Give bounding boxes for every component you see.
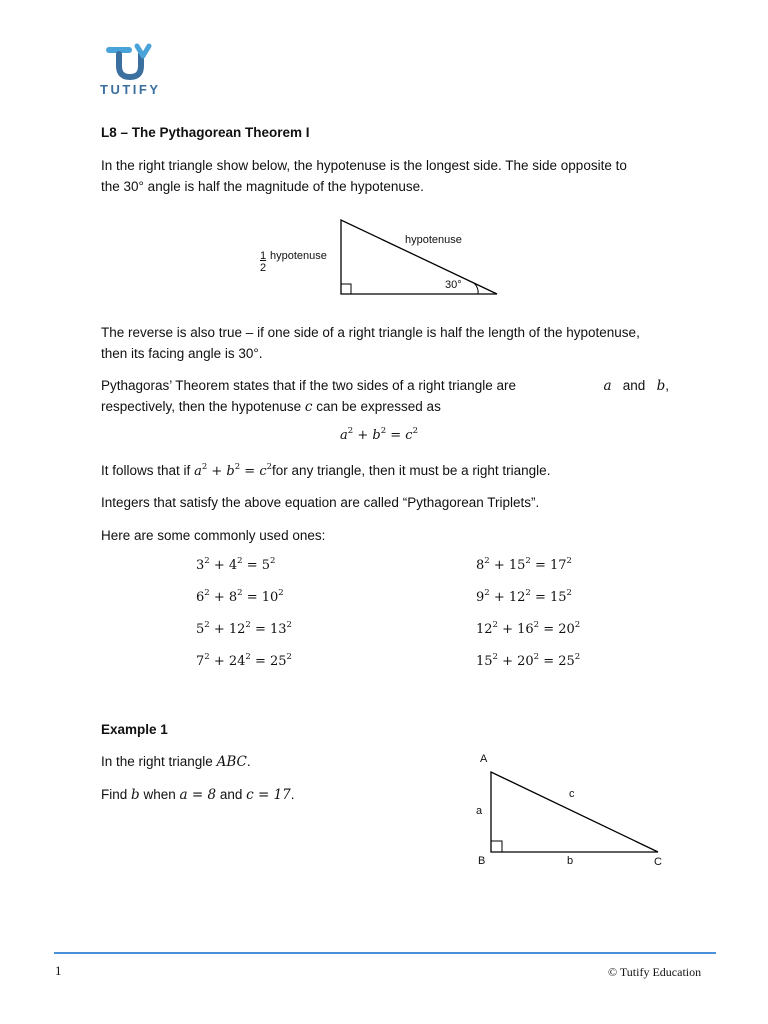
main-equation: $a^2 + b^2 = c^2$ <box>340 426 418 443</box>
example-line-2 <box>101 784 295 806</box>
pythagoras-text-3: can be expressed as <box>316 399 441 414</box>
pythagoras-vars <box>603 375 669 397</box>
follows-pre: It follows that if <box>101 463 191 478</box>
and-word: and <box>622 378 646 393</box>
example-period-2: . <box>290 787 295 802</box>
triplet-left-3: $5^2 + 12^2 = 13^2$ <box>196 620 292 637</box>
commonly-line: Here are some commonly used ones: <box>101 528 326 543</box>
side-b-label: b <box>567 855 574 867</box>
triangle-name: ABC <box>216 754 247 770</box>
intro-line-1: In the right triangle show below, the hypotenuse is the longest side. The side opposite to <box>101 158 627 173</box>
var-c: c <box>304 399 313 415</box>
triplet-left-2: $6^2 + 8^2 = 10^2$ <box>196 588 284 605</box>
vertex-A-label: A <box>480 753 488 765</box>
var-a: a <box>603 378 612 394</box>
pythagoras-text-2: respectively, then the hypotenuse <box>101 399 302 414</box>
tutify-logo-icon <box>96 40 176 82</box>
cond-a: a = 8 <box>179 787 217 803</box>
example-line-1 <box>101 751 251 773</box>
triplet-right-4: $15^2 + 20^2 = 25^2$ <box>476 652 581 669</box>
triangle-2-outline <box>491 772 658 852</box>
reverse-line-2: then its facing angle is 30°. <box>101 346 263 361</box>
side-c-label: c <box>569 788 575 800</box>
right-angle-marker-1 <box>341 284 351 294</box>
triangle-1-outline <box>341 220 497 294</box>
triplet-left-4: $7^2 + 24^2 = 25^2$ <box>196 652 292 669</box>
example-text-1: In the right triangle <box>101 754 213 769</box>
footer-copyright: © Tutify Education <box>608 965 702 979</box>
triplet-right-3: $12^2 + 16^2 = 20^2$ <box>476 620 581 637</box>
follows-equation: $a^2 + b^2 = c^2$ <box>194 462 273 479</box>
footer-divider <box>54 952 716 954</box>
cond-c: c = 17 <box>246 787 291 803</box>
pythagoras-line-2 <box>101 396 441 418</box>
reverse-line-1: The reverse is also true – if one side of a right triangle is half the length of the hypotenuse, <box>101 325 640 340</box>
pythagoras-text-1: Pythagoras’ Theorem states that if the two sides of a right triangle are <box>101 378 516 393</box>
triangle-abc-diagram <box>470 750 670 875</box>
triplets-right-column <box>476 558 616 686</box>
when-word: when <box>143 787 176 802</box>
triplet-left-1: $3^2 + 4^2 = 5^2$ <box>196 556 276 573</box>
tutify-logo <box>96 40 176 100</box>
half-hypotenuse-label: hypotenuse <box>270 250 327 262</box>
example-title: Example 1 <box>101 722 168 737</box>
triplets-left-column <box>196 558 336 686</box>
find-var-b: b <box>131 787 140 803</box>
triangle-30-60-90-diagram <box>255 213 515 303</box>
and-word-2: and <box>219 787 243 802</box>
hypotenuse-label: hypotenuse <box>405 234 462 246</box>
vertex-C-label: C <box>654 856 662 868</box>
integers-line: Integers that satisfy the above equation are called “Pythagorean Triplets”. <box>101 495 540 510</box>
example-period-1: . <box>246 754 251 769</box>
follows-line <box>101 460 550 482</box>
var-b: b <box>656 378 666 394</box>
triplet-right-1: $8^2 + 15^2 = 17^2$ <box>476 556 572 573</box>
intro-line-2: the 30° angle is half the magnitude of the hypotenuse. <box>101 179 424 194</box>
pythagoras-line-1 <box>101 375 669 397</box>
half-fraction-denominator: 2 <box>260 262 267 274</box>
triplet-right-2: $9^2 + 12^2 = 15^2$ <box>476 588 572 605</box>
vertex-B-label: B <box>478 855 486 867</box>
angle-30-label: 30° <box>445 279 462 291</box>
right-angle-marker-2 <box>491 841 502 852</box>
side-a-label: a <box>476 805 483 817</box>
follows-post: for any triangle, then it must be a right triangle. <box>272 463 551 478</box>
half-fraction-numerator: 1 <box>260 250 267 262</box>
page-heading: L8 – The Pythagorean Theorem I <box>101 125 310 140</box>
find-word: Find <box>101 787 128 802</box>
tutify-logo-text: TUTIFY <box>100 82 161 97</box>
comma: , <box>665 378 669 393</box>
page-number: 1 <box>55 963 62 978</box>
